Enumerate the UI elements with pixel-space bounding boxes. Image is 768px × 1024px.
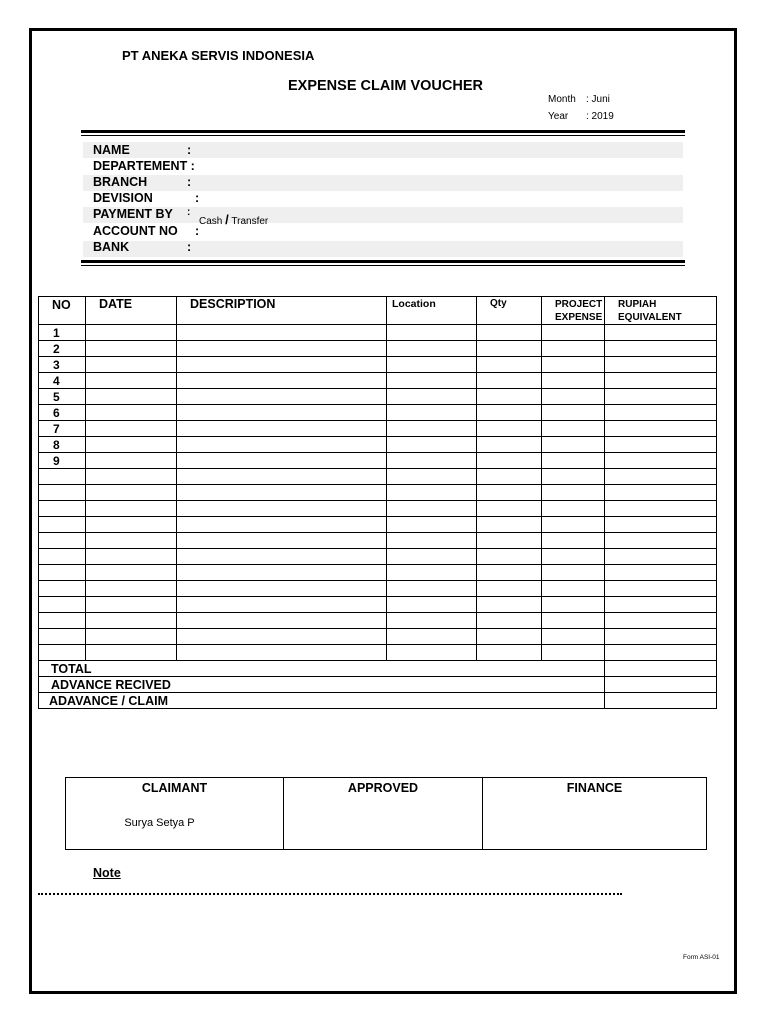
row-number	[39, 565, 86, 581]
table-row	[39, 421, 717, 437]
table-cell	[86, 421, 177, 437]
division-colon: :	[195, 191, 200, 205]
col-rupiah-line2: EQUIVALENT	[618, 312, 682, 323]
row-number: 9	[39, 453, 86, 469]
table-cell	[477, 373, 542, 389]
table-cell	[86, 485, 177, 501]
table-cell	[542, 421, 605, 437]
branch-colon: :	[187, 175, 192, 189]
info-row-shade	[83, 207, 683, 223]
col-rupiah-header	[605, 297, 717, 325]
row-number: 5	[39, 389, 86, 405]
note-dotted-line	[38, 889, 622, 895]
table-cell	[605, 357, 717, 373]
total-label: TOTAL	[39, 661, 605, 677]
table-cell	[86, 405, 177, 421]
table-cell	[177, 485, 387, 501]
table-cell	[387, 357, 477, 373]
table-cell	[542, 453, 605, 469]
payment-transfer: Transfer	[231, 216, 269, 227]
claimant-name: Surya Setya P	[124, 817, 195, 829]
table-cell	[177, 453, 387, 469]
row-number	[39, 613, 86, 629]
col-no-header: NO	[39, 297, 86, 325]
table-cell	[86, 581, 177, 597]
table-cell	[86, 565, 177, 581]
table-cell	[387, 597, 477, 613]
table-cell	[387, 453, 477, 469]
table-row	[39, 645, 717, 661]
table-cell	[542, 341, 605, 357]
table-cell	[542, 517, 605, 533]
table-cell	[477, 613, 542, 629]
bank-colon: :	[187, 240, 192, 254]
table-cell	[477, 421, 542, 437]
table-cell	[477, 341, 542, 357]
table-cell	[387, 629, 477, 645]
table-cell	[477, 549, 542, 565]
table-cell	[477, 501, 542, 517]
table-cell	[477, 405, 542, 421]
col-description-header: DESCRIPTION	[177, 297, 387, 325]
table-header-row	[39, 297, 717, 325]
row-number	[39, 597, 86, 613]
table-cell	[542, 389, 605, 405]
table-cell	[177, 645, 387, 661]
table-cell	[387, 485, 477, 501]
claimant-cell	[66, 778, 284, 850]
table-cell	[477, 629, 542, 645]
table-cell	[477, 389, 542, 405]
row-number: 8	[39, 437, 86, 453]
table-cell	[542, 565, 605, 581]
table-cell	[177, 469, 387, 485]
info-row-shade	[83, 175, 683, 191]
table-cell	[177, 501, 387, 517]
table-row	[39, 565, 717, 581]
table-row	[39, 533, 717, 549]
table-cell	[477, 485, 542, 501]
payment-label: PAYMENT BY	[93, 207, 173, 221]
table-cell	[86, 501, 177, 517]
table-cell	[177, 613, 387, 629]
table-cell	[177, 565, 387, 581]
table-row	[39, 597, 717, 613]
table-cell	[605, 565, 717, 581]
table-cell	[387, 565, 477, 581]
table-cell	[605, 613, 717, 629]
table-cell	[177, 325, 387, 341]
table-cell	[477, 533, 542, 549]
table-cell	[605, 421, 717, 437]
table-cell	[477, 469, 542, 485]
row-number	[39, 469, 86, 485]
table-cell	[387, 501, 477, 517]
table-cell	[86, 469, 177, 485]
top-rule-thin	[81, 135, 685, 136]
table-cell	[542, 405, 605, 421]
table-row	[39, 357, 717, 373]
advance-row	[39, 677, 717, 693]
table-cell	[177, 373, 387, 389]
table-cell	[605, 597, 717, 613]
table-cell	[387, 517, 477, 533]
table-cell	[542, 613, 605, 629]
row-number	[39, 629, 86, 645]
table-cell	[605, 533, 717, 549]
table-cell	[177, 421, 387, 437]
month-label: Month	[548, 94, 576, 105]
table-cell	[605, 501, 717, 517]
signature-table	[65, 777, 707, 850]
table-row	[39, 549, 717, 565]
table-cell	[477, 581, 542, 597]
voucher-title: EXPENSE CLAIM VOUCHER	[288, 78, 483, 94]
table-cell	[542, 325, 605, 341]
table-cell	[86, 629, 177, 645]
payment-separator: /	[225, 212, 229, 227]
finance-cell	[483, 778, 707, 850]
table-cell	[477, 597, 542, 613]
table-cell	[177, 549, 387, 565]
table-cell	[477, 645, 542, 661]
table-cell	[542, 581, 605, 597]
row-number	[39, 517, 86, 533]
table-cell	[605, 517, 717, 533]
claim-row	[39, 693, 717, 709]
table-row	[39, 517, 717, 533]
table-row	[39, 341, 717, 357]
table-row	[39, 325, 717, 341]
table-row	[39, 389, 717, 405]
account-label: ACCOUNT NO	[93, 224, 178, 238]
table-cell	[542, 501, 605, 517]
row-number	[39, 501, 86, 517]
table-cell	[542, 437, 605, 453]
row-number: 7	[39, 421, 86, 437]
row-number: 4	[39, 373, 86, 389]
row-number	[39, 533, 86, 549]
total-value	[605, 661, 717, 677]
table-cell	[387, 645, 477, 661]
table-cell	[387, 533, 477, 549]
table-cell	[86, 645, 177, 661]
table-cell	[86, 389, 177, 405]
table-cell	[387, 421, 477, 437]
table-cell	[387, 373, 477, 389]
row-number: 6	[39, 405, 86, 421]
table-cell	[387, 613, 477, 629]
table-cell	[542, 629, 605, 645]
table-row	[39, 629, 717, 645]
claim-value	[605, 693, 717, 709]
department-label: DEPARTEMENT :	[93, 159, 195, 173]
table-cell	[86, 549, 177, 565]
table-row	[39, 405, 717, 421]
table-cell	[605, 581, 717, 597]
company-name: PT ANEKA SERVIS INDONESIA	[122, 48, 315, 63]
table-cell	[177, 437, 387, 453]
col-date-header: DATE	[86, 297, 177, 325]
table-cell	[86, 597, 177, 613]
payment-colon: :	[187, 207, 191, 218]
table-row	[39, 501, 717, 517]
table-cell	[86, 613, 177, 629]
table-cell	[387, 389, 477, 405]
year-field	[548, 111, 614, 122]
table-cell	[177, 389, 387, 405]
advance-label: ADVANCE RECIVED	[39, 677, 605, 693]
table-row	[39, 469, 717, 485]
table-cell	[542, 485, 605, 501]
table-cell	[542, 597, 605, 613]
name-label: NAME	[93, 143, 130, 157]
table-cell	[605, 325, 717, 341]
payment-value	[199, 212, 268, 227]
table-cell	[387, 341, 477, 357]
table-cell	[477, 325, 542, 341]
bank-label: BANK	[93, 240, 130, 254]
row-number: 1	[39, 325, 86, 341]
table-cell	[605, 629, 717, 645]
table-cell	[387, 549, 477, 565]
account-colon: :	[195, 224, 200, 238]
month-value: : Juni	[586, 94, 610, 105]
info-row-shade	[83, 142, 683, 158]
table-cell	[542, 533, 605, 549]
row-number: 2	[39, 341, 86, 357]
table-cell	[605, 437, 717, 453]
table-cell	[605, 341, 717, 357]
table-cell	[477, 437, 542, 453]
table-row	[39, 453, 717, 469]
table-cell	[542, 357, 605, 373]
payment-cash: Cash	[199, 216, 223, 227]
table-cell	[387, 469, 477, 485]
table-cell	[86, 453, 177, 469]
row-number	[39, 645, 86, 661]
table-cell	[177, 357, 387, 373]
top-rule	[81, 130, 685, 133]
finance-label: FINANCE	[566, 781, 623, 795]
table-cell	[86, 341, 177, 357]
bottom-rule	[81, 260, 685, 263]
table-cell	[542, 549, 605, 565]
col-project-line2: EXPENSE	[555, 312, 603, 323]
note-label: Note	[93, 866, 121, 880]
table-cell	[177, 581, 387, 597]
table-cell	[542, 645, 605, 661]
table-cell	[605, 549, 717, 565]
claimant-label: CLAIMANT	[141, 781, 208, 795]
year-label: Year	[548, 111, 569, 122]
advance-value	[605, 677, 717, 693]
form-code: Form ASI-01	[683, 954, 720, 961]
table-cell	[177, 405, 387, 421]
table-row	[39, 581, 717, 597]
table-cell	[605, 373, 717, 389]
table-cell	[177, 597, 387, 613]
table-cell	[177, 533, 387, 549]
bottom-rule-thin	[81, 265, 685, 266]
table-cell	[387, 325, 477, 341]
table-cell	[86, 533, 177, 549]
col-qty-header: Qty	[477, 297, 542, 325]
approved-label: APPROVED	[347, 781, 419, 795]
table-cell	[605, 485, 717, 501]
col-project-header	[542, 297, 605, 325]
row-number	[39, 581, 86, 597]
table-cell	[605, 469, 717, 485]
table-row	[39, 613, 717, 629]
table-cell	[477, 565, 542, 581]
table-cell	[387, 405, 477, 421]
table-cell	[387, 581, 477, 597]
col-location-header: Location	[387, 297, 477, 325]
table-row	[39, 373, 717, 389]
claim-label: ADAVANCE / CLAIM	[39, 693, 605, 709]
table-cell	[605, 453, 717, 469]
month-field	[548, 94, 610, 105]
table-cell	[177, 629, 387, 645]
division-label: DEVISION	[93, 191, 153, 205]
table-cell	[605, 405, 717, 421]
table-cell	[542, 373, 605, 389]
branch-label: BRANCH	[93, 175, 148, 189]
table-cell	[86, 437, 177, 453]
year-value: : 2019	[586, 111, 614, 122]
info-row-shade	[83, 241, 683, 257]
row-number	[39, 485, 86, 501]
table-cell	[477, 517, 542, 533]
approved-cell	[284, 778, 483, 850]
table-cell	[542, 469, 605, 485]
col-project-line1: PROJECT	[555, 299, 603, 310]
row-number	[39, 549, 86, 565]
table-cell	[177, 517, 387, 533]
col-rupiah-line1: RUPIAH	[618, 299, 657, 310]
table-cell	[86, 325, 177, 341]
table-cell	[86, 373, 177, 389]
table-cell	[86, 517, 177, 533]
row-number: 3	[39, 357, 86, 373]
name-colon: :	[187, 143, 192, 157]
expense-table	[38, 296, 717, 709]
table-cell	[177, 341, 387, 357]
total-row	[39, 661, 717, 677]
table-cell	[605, 645, 717, 661]
table-cell	[605, 389, 717, 405]
table-cell	[86, 357, 177, 373]
table-row	[39, 485, 717, 501]
table-cell	[387, 437, 477, 453]
table-row	[39, 437, 717, 453]
table-cell	[477, 357, 542, 373]
table-cell	[477, 453, 542, 469]
